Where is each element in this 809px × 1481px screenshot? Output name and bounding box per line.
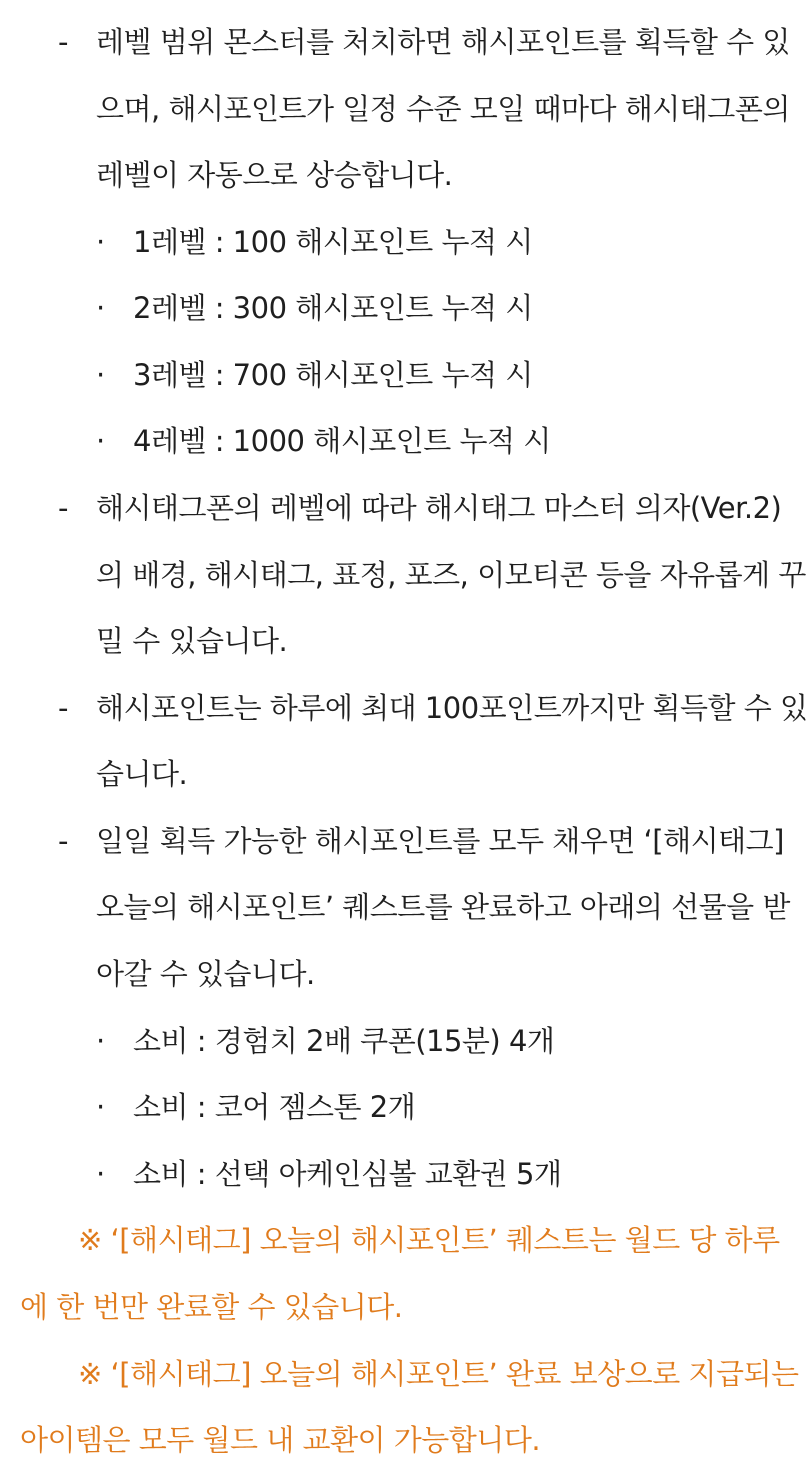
notice-1-line-2: 에 한 번만 완료할 수 있습니다. — [20, 1290, 403, 1324]
level-1-text: 1레벨 : 100 해시포인트 누적 시 — [133, 225, 533, 259]
item1-line-3: 레벨이 자동으로 상승합니다. — [96, 158, 453, 192]
item1-line-1: 레벨 범위 몬스터를 처치하면 해시포인트를 획득할 수 있 — [96, 25, 790, 59]
item2-line-1: 해시태그폰의 레벨에 따라 해시태그 마스터 의자(Ver.2) — [96, 491, 782, 525]
bullet-marker: · — [96, 424, 106, 458]
level-2-text: 2레벨 : 300 해시포인트 누적 시 — [133, 291, 533, 325]
notice-1-line-1: ※ ‘[해시태그] 오늘의 해시포인트’ 퀘스트는 월드 당 하루 — [78, 1223, 780, 1257]
item2-line-2: 의 배경, 해시태그, 표정, 포즈, 이모티콘 등을 자유롭게 꾸 — [96, 558, 806, 592]
notice-2-line-2: 아이템은 모두 월드 내 교환이 가능합니다. — [20, 1423, 541, 1457]
bullet-marker: · — [96, 1090, 106, 1124]
item1-line-2: 으며, 해시포인트가 일정 수준 모일 때마다 해시태그폰의 — [96, 92, 790, 126]
item3-line-1: 해시포인트는 하루에 최대 100포인트까지만 획득할 수 있 — [96, 691, 808, 725]
bullet-marker: · — [96, 291, 106, 325]
bullet-marker: · — [96, 225, 106, 259]
item3-line-2: 습니다. — [96, 757, 188, 791]
item4-line-2: 오늘의 해시포인트’ 퀘스트를 완료하고 아래의 선물을 받 — [96, 890, 790, 924]
bullet-marker: · — [96, 1157, 106, 1191]
notice-2-line-1: ※ ‘[해시태그] 오늘의 해시포인트’ 완료 보상으로 지급되는 — [78, 1357, 799, 1391]
bullet-marker: · — [96, 358, 106, 392]
item4-line-3: 아갈 수 있습니다. — [96, 957, 315, 991]
dash-marker: - — [58, 491, 69, 525]
reward-2-text: 소비 : 코어 젬스톤 2개 — [133, 1090, 416, 1124]
level-3-text: 3레벨 : 700 해시포인트 누적 시 — [133, 358, 533, 392]
item4-line-1: 일일 획득 가능한 해시포인트를 모두 채우면 ‘[해시태그] — [96, 824, 784, 858]
level-4-text: 4레벨 : 1000 해시포인트 누적 시 — [133, 424, 551, 458]
reward-3-text: 소비 : 선택 아케인심볼 교환권 5개 — [133, 1157, 562, 1191]
dash-marker: - — [58, 691, 69, 725]
item2-line-3: 밀 수 있습니다. — [96, 624, 288, 658]
reward-1-text: 소비 : 경험치 2배 쿠폰(15분) 4개 — [133, 1024, 555, 1058]
dash-marker: - — [58, 25, 69, 59]
dash-marker: - — [58, 824, 69, 858]
bullet-marker: · — [96, 1024, 106, 1058]
